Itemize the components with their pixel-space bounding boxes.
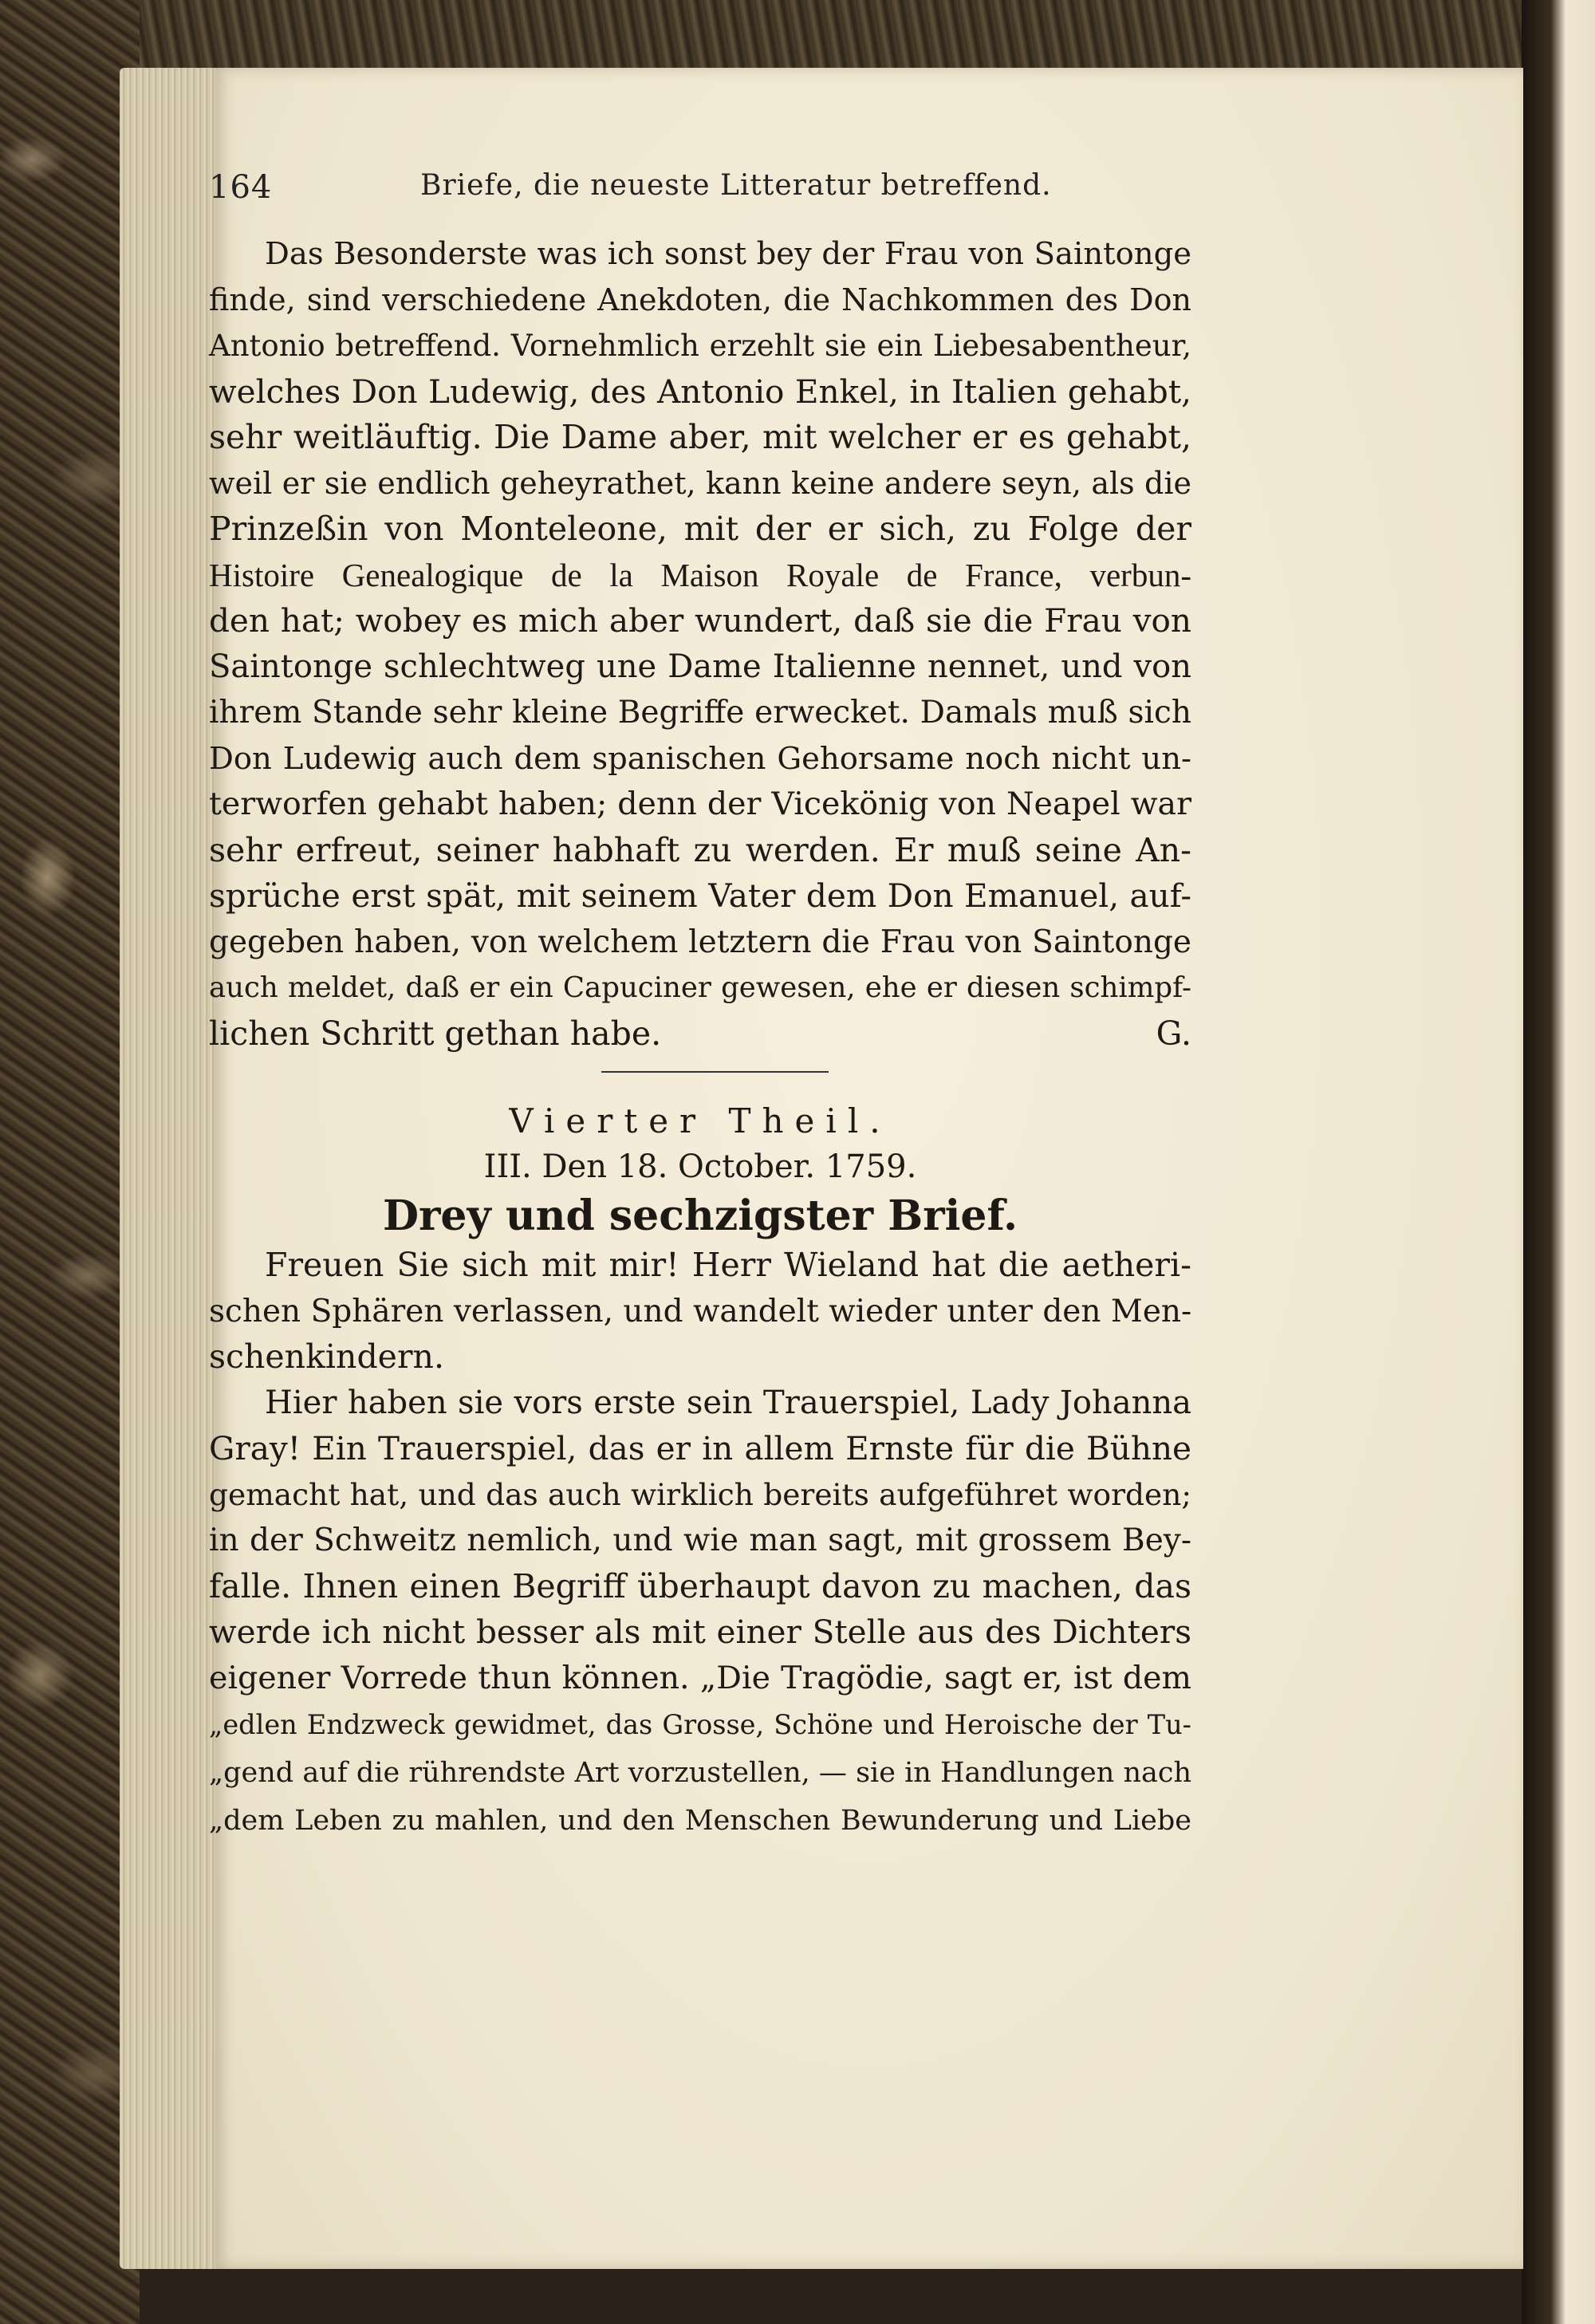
text-line: Hier haben sie vors erste sein Trauerspiel, Lady Johanna	[265, 1384, 1191, 1421]
signature: G.	[1156, 1014, 1191, 1053]
text-line: gegeben haben, von welchem letztern die Frau von Saintonge	[209, 924, 1191, 960]
quote-line: „edlen Endzweck gewidmet, das Grosse, Schöne und Heroische der Tu-	[209, 1709, 1191, 1740]
quote-line: „gend auf die rührendste Art vorzustellen, — sie in Handlungen nach	[209, 1757, 1191, 1789]
page-edges	[120, 68, 219, 2269]
text-line: welches Don Ludewig, des Antonio Enkel, in Italien gehabt,	[209, 372, 1191, 411]
text-line: lichen Schritt gethan habe.	[209, 1014, 662, 1053]
text-line: sehr weitläuftig. Die Dame aber, mit welcher er es gehabt,	[209, 418, 1191, 456]
letter-title: Drey und sechzigster Brief.	[382, 1192, 1018, 1240]
section-divider	[209, 1057, 1191, 1098]
marbled-cover-left	[0, 0, 140, 2324]
text-line: Antonio betreffend. Vornehmlich erzehlt sie ein Liebesabentheur,	[209, 329, 1191, 363]
part-title: Vierter Theil.	[509, 1101, 892, 1140]
text-line: Freuen Sie sich mit mir! Herr Wieland hat die aetheri-	[265, 1246, 1191, 1284]
text-line: Gray! Ein Trauerspiel, das er in allem Ernste für die Bühne	[209, 1429, 1191, 1467]
text-line: falle. Ihnen einen Begriff überhaupt davon zu machen, das	[209, 1566, 1191, 1605]
page-number: 164	[209, 169, 273, 206]
text-line: eigener Vorrede thun können. „Die Tragödie, sagt er, ist dem	[209, 1659, 1191, 1696]
book-right-edge	[1522, 0, 1595, 2324]
page-body	[209, 231, 1191, 1845]
text-line: werde ich nicht besser als mit einer Stelle aus des Dichters	[209, 1613, 1191, 1651]
text-line: sehr erfreut, seiner habhaft zu werden. Er muß seine An-	[209, 830, 1191, 869]
text-line: terworfen gehabt haben; denn der Vicekönig von Neapel war	[209, 786, 1191, 822]
text-line: Das Besonderste was ich sonst bey der Frau von Saintonge	[265, 236, 1191, 272]
text-line-last	[209, 1011, 1191, 1058]
date-line: III. Den 18. October. 1759.	[483, 1148, 917, 1185]
text-line: Don Ludewig auch dem spanischen Gehorsame noch nicht un-	[209, 740, 1191, 777]
running-title: Briefe, die neueste Litteratur betreffend.	[420, 169, 1052, 202]
text-line: sprüche erst spät, mit seinem Vater dem Don Emanuel, auf-	[209, 876, 1191, 915]
text-line: weil er sie endlich geheyrathet, kann keine andere seyn, als die	[209, 465, 1191, 501]
text-line: ihrem Stande sehr kleine Begriffe erwecket. Damals muß sich	[209, 695, 1191, 731]
text-line: auch meldet, daß er ein Capuciner gewesen, ehe er diesen schimpf-	[209, 971, 1191, 1004]
text-line: Histoire Genealogique de la Maison Royale de France, verbun-	[209, 556, 1191, 593]
text-line: schen Sphären verlassen, und wandelt wieder unter den Men-	[209, 1293, 1192, 1329]
quote-line: „dem Leben zu mahlen, und den Menschen Bewunderung und Liebe	[209, 1805, 1191, 1837]
marbled-cover-top	[0, 0, 1595, 68]
text-line: Saintonge schlechtweg une Dame Italienne nennet, und von	[209, 648, 1191, 685]
text-line: Prinzeßin von Monteleone, mit der er sich, zu Folge der	[209, 510, 1191, 548]
text-line: den hat; wobey es mich aber wundert, daß sie die Frau von	[209, 601, 1191, 640]
text-line: gemacht hat, und das auch wirklich bereits aufgeführet worden;	[209, 1476, 1191, 1512]
text-line: schenkindern.	[209, 1337, 444, 1376]
text-line: in der Schweitz nemlich, und wie man sagt, mit grossem Bey-	[209, 1522, 1191, 1558]
page-header	[209, 169, 1190, 217]
text-line: finde, sind verschiedene Anekdoten, die Nachkommen des Don	[209, 282, 1191, 317]
